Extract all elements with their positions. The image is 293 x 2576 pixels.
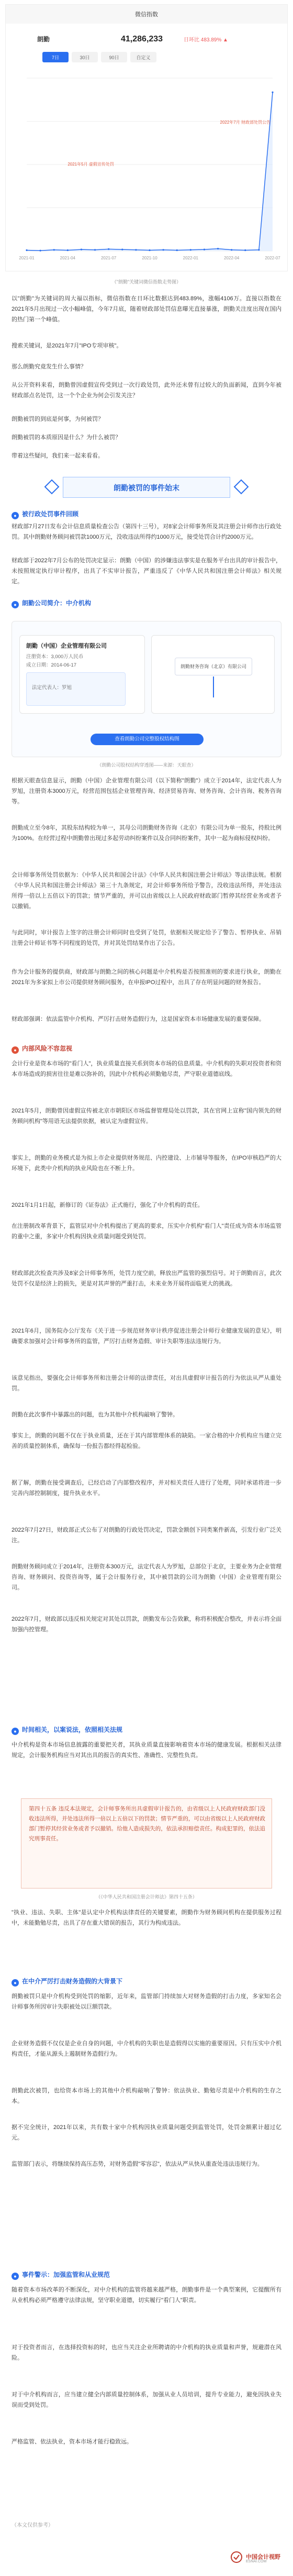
series-line bbox=[27, 92, 273, 250]
data-point bbox=[231, 249, 232, 250]
series-area bbox=[27, 92, 273, 251]
company-date: 成立日期：2014-06-17 bbox=[26, 662, 77, 668]
wechat-index-chart bbox=[6, 5, 287, 271]
subheading-3 bbox=[12, 1043, 281, 1055]
x-tick-label: 2022-01 bbox=[183, 256, 199, 260]
data-point bbox=[163, 249, 164, 250]
company-capital: 注册资本：3,000万人民币 bbox=[26, 654, 84, 660]
index-value: 41,286,233 bbox=[121, 35, 163, 43]
ornament-left-icon bbox=[44, 479, 60, 495]
data-point bbox=[176, 249, 178, 251]
s4-paragraph-1: 朗勤被罚只是中介机构受到处罚的缩影，近年来，监管部门持续加大对财务造假的打击力度，多家知名会计师事务所因审计失职被处以巨额罚款。 bbox=[12, 1993, 281, 2010]
s2-paragraph-2: 财政部强调：依法监管中介机构、严厉打击财务造假行为，这是国家资本市场健康发展的重要保障。 bbox=[12, 1016, 265, 1022]
s2-paragraph-r11: 据了解，朗勤在接受调查后，已经启动了内部整改程序，并对相关责任人进行了处理，同时承诺将进一步完善内部控制制度，提升执业水平。 bbox=[12, 1480, 281, 1497]
data-point bbox=[121, 248, 123, 250]
company-legal-rep: 法定代表人：罗旭 bbox=[32, 685, 72, 691]
bullet-icon: ● bbox=[12, 1728, 19, 1735]
s1-paragraph-5: 朗勤财务顾问成立于2014年，注册资本300万元，法定代表人为罗旭，总部位于北京，主要业务为企业管理咨询、财务顾问、投资咨询等，属于会计服务行业，其中被罚款的公司为朗勤（中国）企业管理有限公司。 bbox=[12, 1564, 281, 1591]
company-equity-card bbox=[12, 621, 281, 757]
data-point bbox=[108, 248, 109, 250]
subheading-3-text: 内部风险不容忽视 bbox=[22, 1045, 73, 1052]
company-info-panel bbox=[19, 635, 145, 714]
s1-paragraph-6: 2022年7月，财政部以违反相关规定对其处以罚款，朗勤发布公告致歉，称将积极配合整改，并表示将全面加强内控管理。 bbox=[12, 1616, 281, 1633]
intro-paragraph-7: 带着这些疑问，我们来一起来看看。 bbox=[12, 453, 104, 459]
x-tick-label: 2021-07 bbox=[100, 256, 117, 260]
company-rep-box bbox=[26, 672, 126, 706]
bullet-icon: ● bbox=[12, 1979, 19, 1986]
section-title-1: 朗勤被罚的事件始末 bbox=[114, 484, 179, 492]
wechat-index-chart-card bbox=[5, 4, 288, 271]
s2-paragraph-r8: 该意见指出，要强化会计师事务所和注册会计师的法律责任，对出具虚假审计报告的行为依法从严从重处罚。 bbox=[12, 1375, 281, 1392]
data-point bbox=[217, 248, 219, 249]
annotation-1: 2021年5月 虚假宣传处罚 bbox=[67, 162, 114, 167]
s2-paragraph-r4: 2021年1月1日起，新修订的《证券法》正式施行，强化了中介机构的责任。 bbox=[12, 1202, 204, 1208]
law-quote-text: 第四十五条 违反本法规定，会计师事务所出具虚假审计报告的，由省级以上人民政府财政部门没收违法所得，并处违法所得一倍以上五倍以下的罚款；情节严重的，可以由省级以上人民政府财政部门暂停其经营业务或者予以撤销。给他人造成损失的，依法承担赔偿责任。构成犯罪的，依法追究刑事责任。 bbox=[29, 1806, 265, 1842]
chart-plot-area bbox=[19, 78, 280, 260]
intro-paragraph-3: 那么朗勤究竟发生什么事情？ bbox=[12, 364, 86, 370]
range-tab-label: 30日 bbox=[80, 55, 90, 60]
app-title: 微信指数 bbox=[135, 12, 158, 18]
company-name: 朗勤（中国）企业管理有限公司 bbox=[26, 643, 107, 649]
subheading-2-text: 朗勤公司简介：中介机构 bbox=[22, 599, 92, 607]
intro-paragraph-2: 搜索关键词，是2021年7月"IPO专项审核"。 bbox=[12, 343, 122, 349]
s4-paragraph-3: 朗勤此次被罚，也给资本市场上的其他中介机构敲响了警钟：依法执业、勤勉尽责是中介机构的生存之本。 bbox=[12, 2088, 281, 2104]
s2-paragraph-r7: 2021年6月，国务院办公厅发布《关于进一步规范财务审计秩序促进注册会计师行业健康发展的意见》，明确要求加强对会计师事务所的监管，严厉打击财务造假、审计失职等违法违规行为。 bbox=[12, 1328, 281, 1345]
intro-paragraph-4: 从公开资料来看，朗勤曾因虚假宣传受到过一次行政处罚，此外还未曾有过较大的负面新闻，直到今年被财政部点名处罚，这一个个企业为何会引发关注？ bbox=[12, 382, 281, 399]
data-point bbox=[190, 249, 191, 250]
s5-paragraph-4: 严格监管、依法执业，资本市场才能行稳致远。 bbox=[12, 2439, 132, 2445]
intro-paragraph-6: 朗勤被罚的本质原因是什么？为什么被罚？ bbox=[12, 434, 121, 441]
section-header-1 bbox=[0, 472, 293, 503]
bullet-icon: ● bbox=[12, 1046, 19, 1054]
company-paragraph-2: 朗勤成立至今8年，其股东结构较为单一，其母公司朗勤财务咨询（北京）有限公司为单一股东，持股比例为100%。在经营过程中朗勤曾出现过多起劳动纠纷案件以及合同纠纷案件，其中一起为商标侵权纠纷。 bbox=[12, 825, 281, 842]
company-paragraph-1: 根据天眼查信息显示，朗勤（中国）企业管理有限公司（以下简称"朗勤"）成立于2014年，法定代表人为罗旭，注册资本3000万元，经营范围包括企业管理咨询、经济贸易咨询、财务咨询、会计咨询、税务咨询等。 bbox=[12, 778, 281, 805]
s2-paragraph-r10: 事实上，朗勤的问题不仅在于执业质量，还在于其内部管理体系的缺陷。一家合格的中介机构应当建立完善的质量控制体系，确保每一份报告都经得起检验。 bbox=[12, 1433, 281, 1449]
end-note: （本文仅供参考） bbox=[12, 2523, 53, 2528]
subheading-4-text: 时间相关，以案说法，依照相关法规 bbox=[22, 1726, 123, 1733]
intro-paragraph-1: 以"朗勤"为关键词的周大福以指标，微信指数在日环比数据达到483.89%，涨幅4106万。直接以指数在2021年5月出现过一次小幅峰值，今年7月底，随着财政部处罚信息曝光直接暴涨，朗勤关注度出现在国内的热门第一个峰值。 bbox=[12, 296, 281, 323]
s2-paragraph-r3: 事实上，朗勤的业务模式是为拟上市企业提供财务规范、内控建设、上市辅导等服务，在IPO审核趋严的大环境下，此类中介机构的执业风险也在不断上升。 bbox=[12, 1155, 281, 1172]
bullet-icon: ● bbox=[12, 512, 19, 519]
s1-paragraph-4: 与此同时，审计报告上签字的注册会计师同时也受到了处罚，依据相关规定给予了警告、暂停执业、吊销注册会计师证书等不同程度的处罚，并对其处罚结果作出了公告。 bbox=[12, 930, 281, 946]
subheading-5 bbox=[12, 1975, 281, 1988]
range-tab-label: 7日 bbox=[51, 55, 60, 60]
equity-graph-panel bbox=[151, 635, 275, 714]
data-point bbox=[67, 249, 69, 251]
brand-domain: ESNAI.COM bbox=[246, 2560, 267, 2563]
subheading-2 bbox=[12, 597, 281, 610]
data-point bbox=[272, 92, 273, 93]
law-quote-caption: （《中华人民共和国注册会计师法》第四十五条） bbox=[96, 1894, 197, 1900]
s2-paragraph-r12: 2022年7月27日，财政部正式公布了对朗勤的行政处罚决定，罚款金额创下同类案件新高，引发行业广泛关注。 bbox=[12, 1527, 281, 1544]
ornament-right-icon bbox=[233, 479, 249, 495]
index-change: 日环比 483.89% ▲ bbox=[184, 37, 228, 43]
data-point bbox=[135, 249, 137, 250]
subheading-6-text: 事件警示：加强监管和从业规范 bbox=[22, 2271, 110, 2278]
s4-paragraph-4: 据不完全统计，2021年以来，共有数十家中介机构因执业质量问题受到监管处罚，处罚金额累计超过亿元。 bbox=[12, 2124, 281, 2141]
range-tab-label: 90日 bbox=[109, 55, 119, 60]
x-tick-label: 2021-10 bbox=[142, 256, 157, 260]
keyword-label: 朗勤 bbox=[37, 36, 50, 43]
s2-paragraph-r2: 2021年5月，朗勤曾因虚假宣传被北京市朝阳区市场监督管理局处以罚款，其在官网上宣称"国内领先的财务顾问机构"等用语无法提供依据，被认定为虚假宣传。 bbox=[12, 1108, 281, 1125]
x-tick-label: 2021-01 bbox=[19, 256, 35, 260]
brand-name: 中国会计视野 bbox=[246, 2554, 280, 2560]
equity-link-line bbox=[212, 676, 215, 697]
s4-paragraph-2: 企业财务造假不仅仅是企业自身的问题，中介机构的失职也是造假得以实施的重要原因。只有压实中介机构责任，才能从源头上遏制财务造假行为。 bbox=[12, 2040, 281, 2057]
s1-paragraph-2: 财政部于2022年7月公布的处罚决定显示：朗勤（中国）的涉嫌违法事实是在服务平台出具的审计报告中，未按照规定执行审计程序，出具了不实审计报告，严重违反了《中华人民共和国注册会计师法》相关规定。 bbox=[12, 558, 281, 585]
brand-logo-icon bbox=[230, 2551, 243, 2563]
data-point bbox=[258, 249, 260, 250]
subheading-6 bbox=[12, 2269, 281, 2282]
x-tick-label: 2022-07 bbox=[265, 256, 280, 260]
data-point bbox=[244, 249, 246, 251]
intro-paragraph-5: 朗勤被罚的到底是何事，为何被罚？ bbox=[12, 416, 104, 422]
bullet-icon: ● bbox=[12, 2273, 19, 2280]
s5-paragraph-2: 对于投资者而言，在选择投资标的时，也应当关注企业所聘请的中介机构的执业质量和声誉，规避潜在风险。 bbox=[12, 2344, 281, 2361]
view-equity-button[interactable]: 查看朗勤公司完整股权结构图 bbox=[91, 734, 204, 745]
parent-company-node[interactable]: 朗勤财务咨询（北京）有限公司 bbox=[175, 658, 252, 675]
range-tabs[interactable] bbox=[42, 52, 156, 62]
annotation-2: 2022年7月 财政部处罚公告 bbox=[220, 120, 271, 125]
data-point bbox=[53, 249, 55, 250]
s2-paragraph-r6: 财政部此次检查共涉及8家会计师事务所，处罚力度空前，释放出严监管的强烈信号。对于朗勤而言，此次处罚不仅是经济上的损失，更是对其声誉的严重打击，未来业务开展将面临更大的挑战。 bbox=[12, 1270, 281, 1287]
data-point bbox=[81, 248, 82, 250]
x-tick-label: 2021-04 bbox=[60, 256, 76, 260]
s3-paragraph-2: "执业、违法、失职、主体"是认定中介机构法律责任的关键要素，朗勤作为财务顾问机构在提供服务过程中，未能勤勉尽责，出具了存在重大错误的报告，其行为构成违法。 bbox=[12, 1909, 281, 1926]
subheading-4 bbox=[12, 1724, 281, 1737]
s3-paragraph-1: 中介机构是资本市场信息披露的重要把关者，其执业质量直接影响着资本市场的健康发展。根据相关法律规定，会计服务机构应当对其出具的报告的真实性、准确性、完整性负责。 bbox=[12, 1742, 281, 1759]
data-point bbox=[40, 250, 41, 252]
chart-caption: （"朗勤"关键词微信指数走势图） bbox=[111, 279, 182, 285]
s2-paragraph-r5: 在注册制改革背景下，监管层对中介机构提出了更高的要求，压实中介机构"看门人"责任成为资本市场监管的重中之重，多家中介机构因执业质量问题受到处罚。 bbox=[12, 1223, 281, 1240]
law-quote-box bbox=[21, 1798, 272, 1889]
bullet-icon: ● bbox=[12, 601, 19, 608]
subheading-5-text: 在中介严厉打击财务造假的大背景下 bbox=[22, 1978, 123, 1985]
range-tab-label: 自定义 bbox=[136, 55, 151, 60]
s2-paragraph-1: 作为会计服务的提供商，财政部与朗勤之间的核心问题是中介机构是否按照准则的要求进行执业，朗勤在2021年为多家拟上市公司提供财务顾问服务，在申报IPO过程中，出具了存在明显问题的财务报告。 bbox=[12, 969, 281, 986]
brand-logo bbox=[230, 2550, 288, 2564]
x-tick-label: 2022-04 bbox=[223, 256, 240, 260]
data-point bbox=[94, 249, 96, 250]
s1-paragraph-1: 财政部7月27日发布会计信息质量检查公告（第四十三号），对8家会计师事务所及其注册会计师作出行政处罚。其中朗勤财务顾问被罚款1000万元，没收违法所得约1000万元，接受处罚合计约2000万元。 bbox=[12, 523, 281, 540]
data-point bbox=[204, 248, 205, 250]
s4-paragraph-5: 监管部门表示，将继续保持高压态势，对财务造假"零容忍"，依法从严从快从重查处违法违规行为。 bbox=[12, 2161, 263, 2167]
s1-paragraph-3: 会计师事务所处罚依据为：《中华人民共和国会计法》《中华人民共和国注册会计师法》等法律法规。根据《中华人民共和国注册会计师法》第三十九条规定，对会计师事务所给予警告，没收违法所得，并处违法所得一倍以上五倍以下的罚款；情节严重的，并可以由省级以上人民政府财政部门暂停其经营业务或者予以撤销。 bbox=[12, 872, 281, 910]
data-point bbox=[26, 249, 27, 251]
subheading-1 bbox=[12, 508, 281, 521]
s5-paragraph-1: 随着资本市场改革的不断深化，对中介机构的监管将越来越严格，朗勤事件是一个典型案例，它提醒所有从业机构必须严格遵守法律法规，坚守职业道德，切实履行"看门人"职责。 bbox=[12, 2287, 281, 2304]
data-point bbox=[149, 249, 150, 251]
company-card-caption: （朗勤公司股权结构穿透图——来源：天眼查） bbox=[97, 762, 196, 768]
s2-paragraph-r9: 朗勤在此次事件中暴露出的问题，也为其他中介机构敲响了警钟。 bbox=[12, 1412, 178, 1418]
subheading-1-text: 被行政处罚事件回顾 bbox=[22, 510, 79, 518]
s2-paragraph-r1: 会计行业是资本市场的"看门人"，执业质量直接关系到资本市场的信息质量。中介机构的失职对投资者和资本市场造成的损害往往是难以弥补的，因此中介机构必须勤勉尽责，严守职业道德底线。 bbox=[12, 1061, 281, 1077]
s5-paragraph-3: 对于中介机构而言，应当建立健全内部质量控制体系，加强从业人员培训，提升专业能力，避免因执业失误而受到处罚。 bbox=[12, 2392, 281, 2408]
